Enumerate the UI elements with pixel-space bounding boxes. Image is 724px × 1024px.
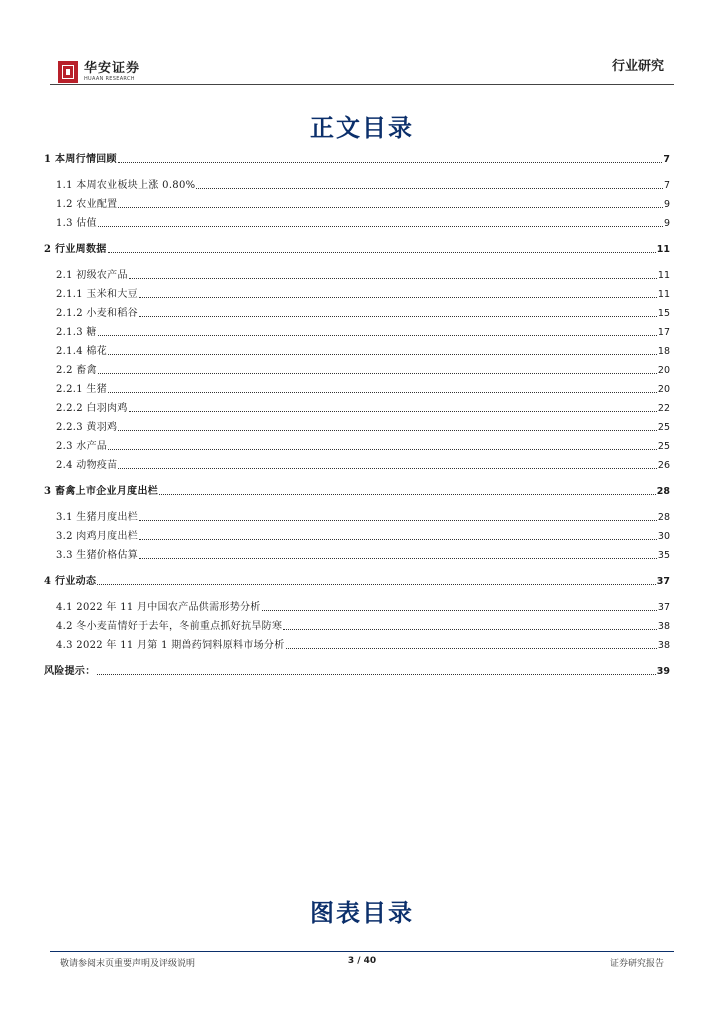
toc-leader-dots <box>98 226 663 227</box>
toc-leader-dots <box>108 392 657 393</box>
toc-entry-label: 4 行业动态 <box>44 576 97 587</box>
toc-entry-label: 2.2.3 黄羽鸡 <box>56 422 118 433</box>
toc-entry-page: 26 <box>657 460 670 471</box>
toc-entry[interactable] <box>56 621 670 633</box>
toc-entry-page: 9 <box>663 199 670 210</box>
toc-leader-dots <box>139 297 657 298</box>
toc-entry-page: 28 <box>656 486 670 497</box>
toc-leader-dots <box>98 335 657 336</box>
company-logo <box>58 60 140 84</box>
page-number: 3 / 40 <box>347 956 377 966</box>
toc-leader-dots <box>139 539 657 540</box>
header-divider <box>50 84 674 85</box>
toc-leader-dots <box>286 648 657 649</box>
toc-entry[interactable] <box>44 486 670 498</box>
toc-entry[interactable] <box>56 218 670 230</box>
toc-entry[interactable] <box>56 531 670 543</box>
toc-entry[interactable] <box>56 308 670 320</box>
toc-leader-dots <box>262 610 657 611</box>
logo-english-name: HUAAN RESEARCH <box>84 76 135 82</box>
toc-entry[interactable] <box>44 576 670 588</box>
toc-entry-page: 25 <box>657 441 670 452</box>
toc-entry-page: 25 <box>657 422 670 433</box>
toc-entry[interactable] <box>56 384 670 396</box>
toc-entry-page: 11 <box>657 289 670 300</box>
toc-entry-label: 2 行业周数据 <box>44 244 107 255</box>
toc-entry[interactable] <box>56 550 670 562</box>
toc-entry[interactable] <box>56 365 670 377</box>
footer-divider <box>50 951 674 952</box>
toc-leader-dots <box>196 188 663 189</box>
toc-entry[interactable] <box>56 602 670 614</box>
logo-chinese-name: 华安证券 <box>84 61 141 76</box>
toc-entry-page: 7 <box>663 180 670 191</box>
toc-entry-page: 39 <box>656 666 670 677</box>
toc-leader-dots <box>118 162 663 163</box>
toc-entry[interactable] <box>44 154 670 166</box>
figure-list-heading: 图表目录 <box>310 898 414 927</box>
toc-entry[interactable] <box>44 666 670 678</box>
toc-leader-dots <box>118 430 657 431</box>
toc-entry-page: 11 <box>656 244 670 255</box>
toc-entry-label: 2.2.2 白羽肉鸡 <box>56 403 128 414</box>
toc-entry[interactable] <box>56 327 670 339</box>
toc-entry-page: 15 <box>657 308 670 319</box>
report-type-label: 行业研究 <box>611 59 664 74</box>
toc-leader-dots <box>283 629 657 630</box>
toc-entry[interactable] <box>56 180 670 192</box>
toc-entry-page: 37 <box>656 576 670 587</box>
toc-entry-label: 3 畜禽上市企业月度出栏 <box>44 486 159 497</box>
footer-disclaimer: 敬请参阅末页重要声明及评级说明 <box>60 959 196 969</box>
toc-heading: 正文目录 <box>310 113 414 142</box>
toc-entry-page: 35 <box>657 550 670 561</box>
toc-leader-dots <box>139 558 657 559</box>
toc-entry-page: 22 <box>657 403 670 414</box>
toc-entry-label: 3.1 生猪月度出栏 <box>56 512 139 523</box>
toc-entry-label: 1.2 农业配置 <box>56 199 118 210</box>
toc-leader-dots <box>97 584 656 585</box>
toc-entry[interactable] <box>56 270 670 282</box>
toc-leader-dots <box>108 354 657 355</box>
toc-entry[interactable] <box>56 441 670 453</box>
toc-leader-dots <box>97 674 656 675</box>
toc-entry-label: 2.2 畜禽 <box>56 365 97 376</box>
toc-entry[interactable] <box>56 289 670 301</box>
toc-entry[interactable] <box>56 512 670 524</box>
toc-entry[interactable] <box>56 460 670 472</box>
toc-leader-dots <box>129 278 657 279</box>
toc-entry-page: 9 <box>663 218 670 229</box>
toc-entry-label: 风险提示： <box>44 666 96 677</box>
toc-entry-label: 1.3 估值 <box>56 218 97 229</box>
toc-leader-dots <box>118 468 656 469</box>
toc-entry-label: 4.2 冬小麦苗情好于去年，冬前重点抓好抗旱防寒 <box>56 621 283 632</box>
toc-entry-label: 2.1 初级农产品 <box>56 270 128 281</box>
toc-entry-page: 20 <box>657 365 670 376</box>
toc-entry-page: 11 <box>657 270 670 281</box>
toc-entry-label: 2.2.1 生猪 <box>56 384 108 395</box>
toc-entry-label: 3.2 肉鸡月度出栏 <box>56 531 139 542</box>
toc-leader-dots <box>98 373 657 374</box>
toc-leader-dots <box>108 449 657 450</box>
toc-entry-page: 28 <box>657 512 670 523</box>
toc-leader-dots <box>159 494 656 495</box>
toc-entry-label: 2.1.3 糖 <box>56 327 97 338</box>
toc-entry[interactable] <box>56 199 670 211</box>
toc-entry-label: 2.1.4 棉花 <box>56 346 108 357</box>
toc-entry-label: 3.3 生猪价格估算 <box>56 550 139 561</box>
toc-entry-label: 4.1 2022 年 11 月中国农产品供需形势分析 <box>56 602 261 613</box>
toc-entry-page: 7 <box>663 154 670 165</box>
toc-entry[interactable] <box>56 403 670 415</box>
toc-entry[interactable] <box>44 244 670 256</box>
toc-entry-label: 2.4 动物疫苗 <box>56 460 118 471</box>
toc-entry-page: 18 <box>657 346 670 357</box>
footer-report-label: 证券研究报告 <box>609 959 664 969</box>
toc-entry-page: 38 <box>657 621 670 632</box>
toc-leader-dots <box>139 316 657 317</box>
toc-entry-label: 2.1.2 小麦和稻谷 <box>56 308 138 319</box>
toc-entry-page: 30 <box>657 531 670 542</box>
toc-leader-dots <box>139 520 657 521</box>
toc-entry-label: 2.3 水产品 <box>56 441 108 452</box>
toc-entry[interactable] <box>56 422 670 434</box>
toc-entry-page: 38 <box>657 640 670 651</box>
toc-leader-dots <box>129 411 657 412</box>
seal-logo-icon <box>58 61 78 83</box>
toc-entry-page: 17 <box>657 327 670 338</box>
toc-entry-label: 4.3 2022 年 11 月第 1 期兽药饲料原料市场分析 <box>56 640 285 651</box>
toc-leader-dots <box>108 252 656 253</box>
toc-entry-label: 2.1.1 玉米和大豆 <box>56 289 138 300</box>
toc-entry[interactable] <box>56 640 670 652</box>
toc-leader-dots <box>118 207 662 208</box>
toc-entry-label: 1.1 本周农业板块上涨 0.80% <box>56 180 196 191</box>
toc-entry-page: 37 <box>657 602 670 613</box>
toc-entry[interactable] <box>56 346 670 358</box>
toc-entry-page: 20 <box>657 384 670 395</box>
toc-entry-label: 1 本周行情回顾 <box>44 154 117 165</box>
